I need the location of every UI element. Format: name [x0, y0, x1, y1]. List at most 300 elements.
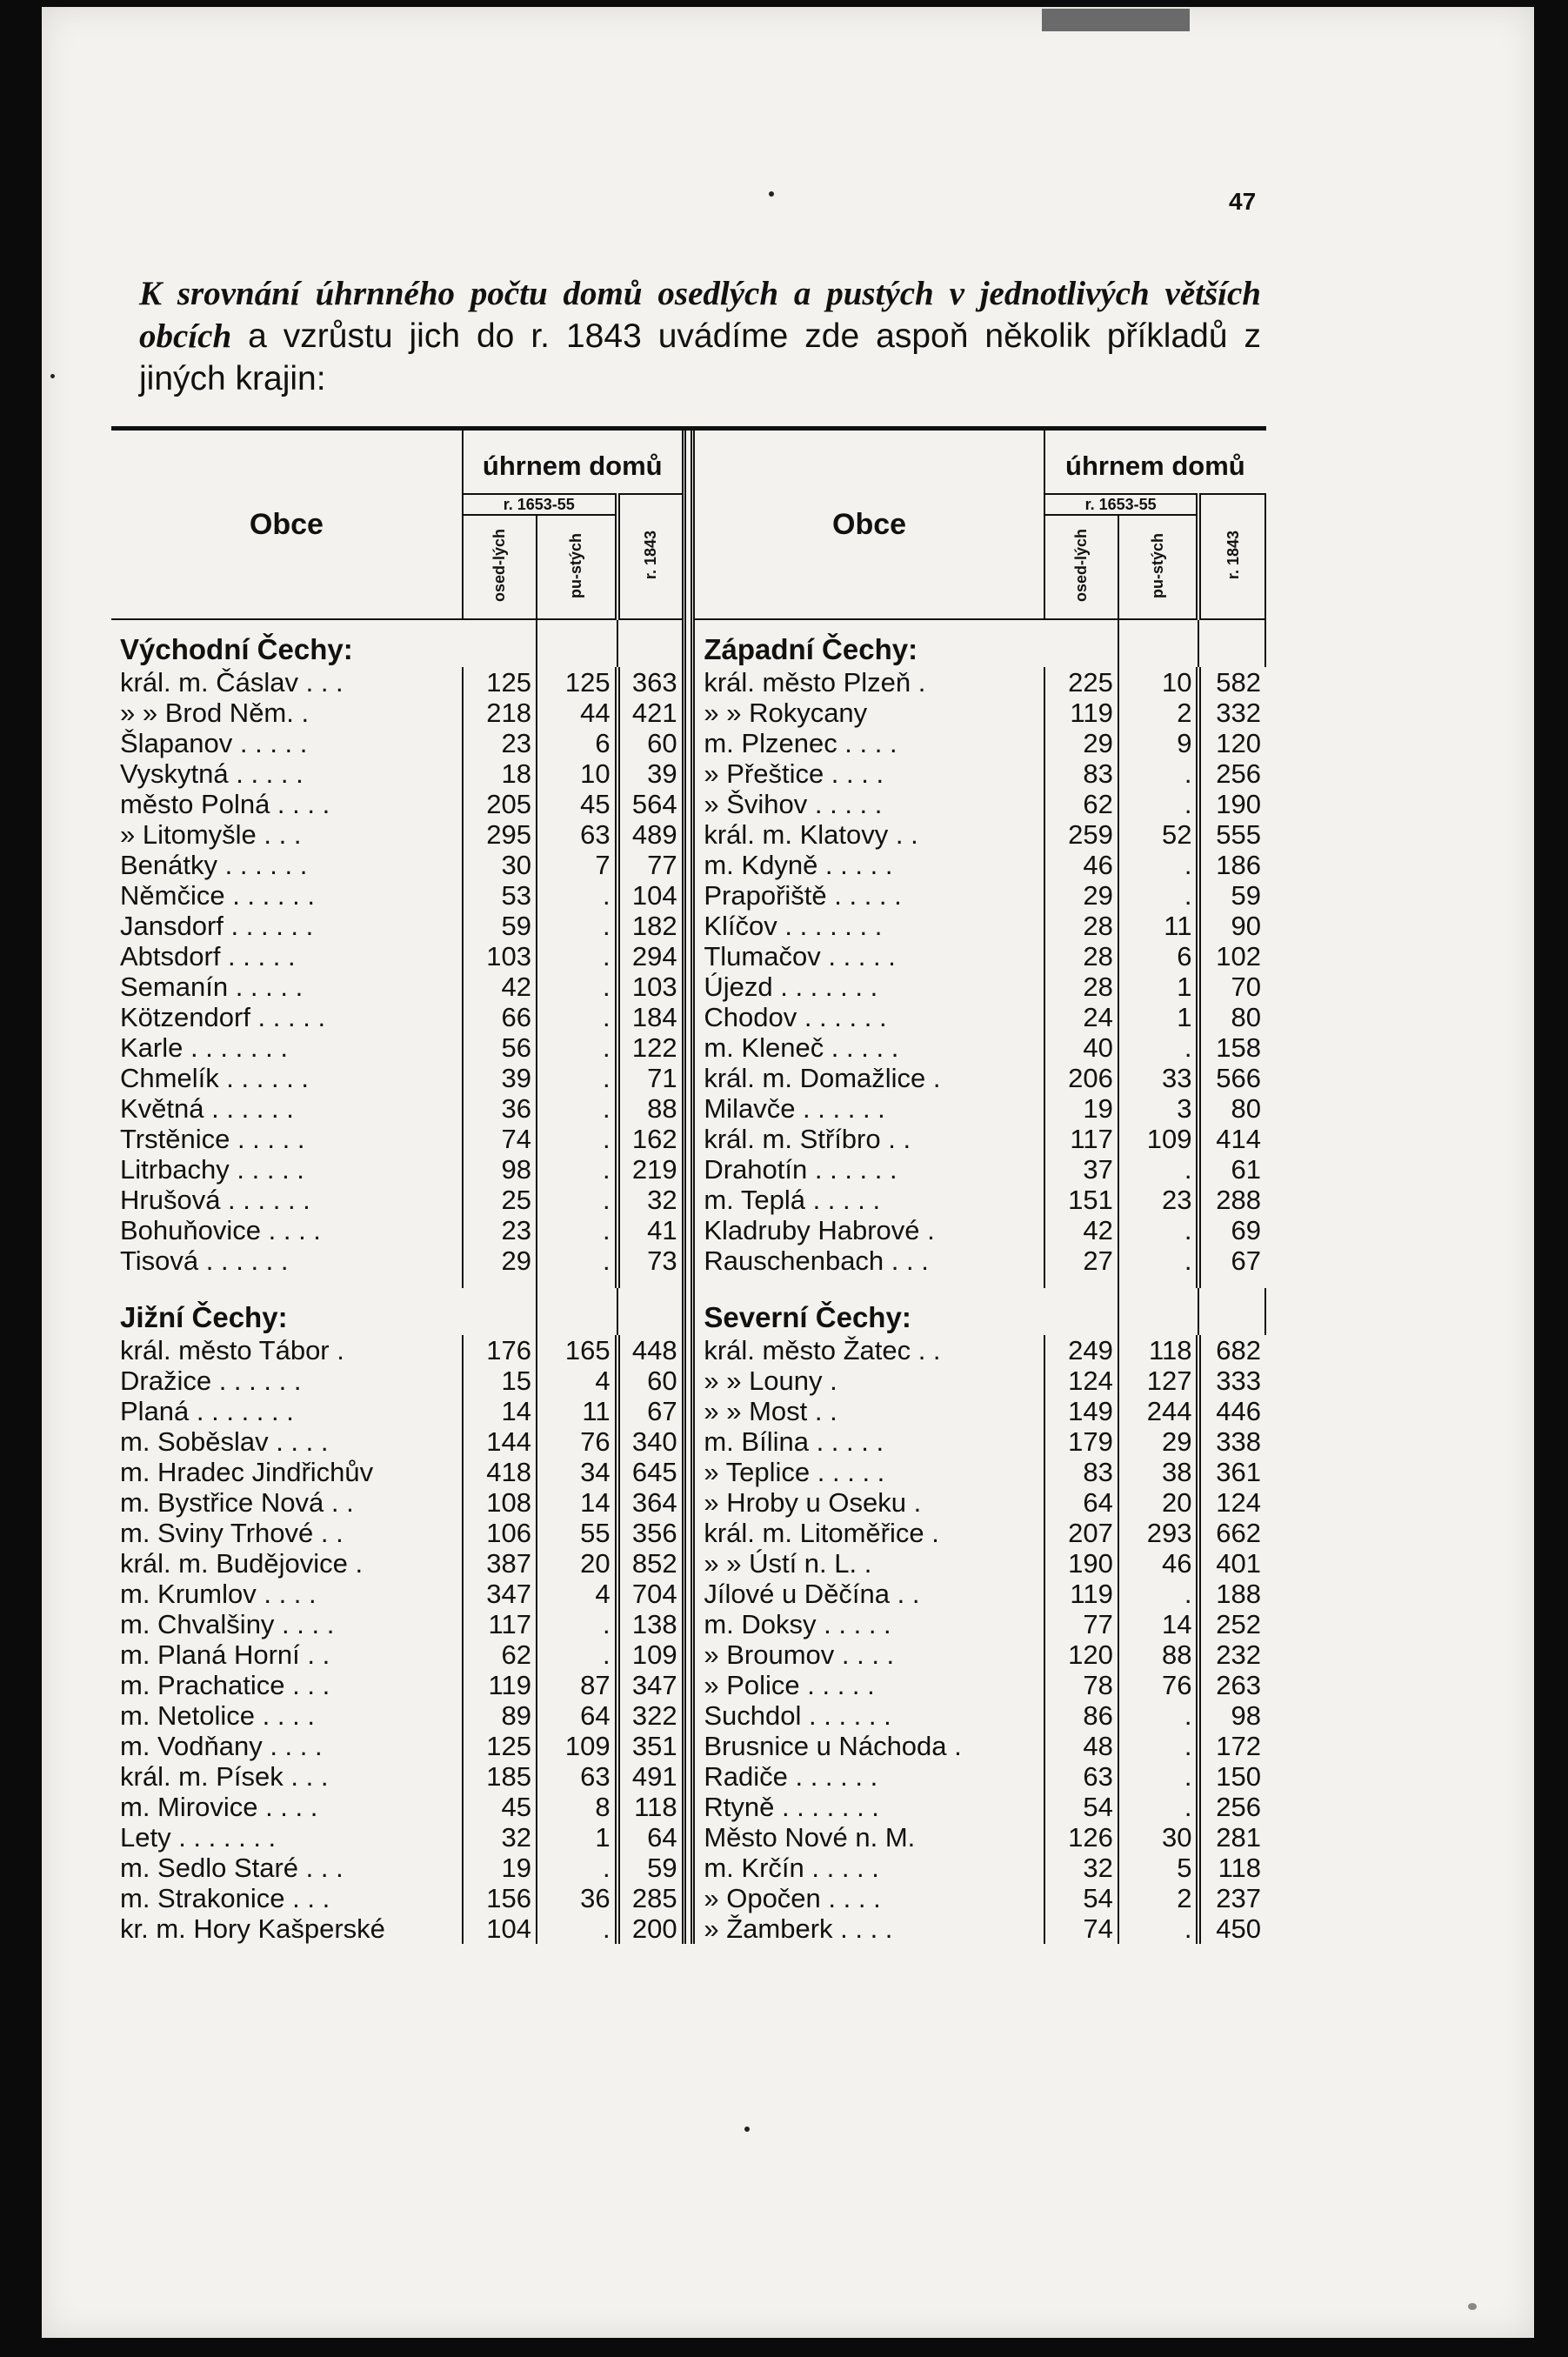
municipality-name: » Hroby u Oseku .	[693, 1487, 1044, 1518]
r1843-value: 186	[1198, 850, 1265, 880]
r1843-value: 237	[1198, 1883, 1265, 1913]
pustych-value: .	[537, 1032, 617, 1063]
table-row	[111, 1032, 1265, 1063]
osedlych-value: 19	[1044, 1093, 1118, 1124]
municipality-name: Suchdol . . . . . .	[693, 1700, 1044, 1731]
r1843-value: 662	[1198, 1518, 1265, 1548]
r1843-value: 491	[617, 1761, 684, 1792]
pustych-value: 10	[1118, 667, 1199, 698]
pustych-value: 11	[537, 1396, 617, 1426]
empty-cell	[463, 619, 537, 667]
r1843-value: 90	[1198, 911, 1265, 941]
table-row	[111, 880, 1265, 911]
municipality-name: » Přeštice . . . .	[693, 758, 1044, 789]
r1843-value: 564	[617, 789, 684, 819]
osedlych-value: 46	[1044, 850, 1118, 880]
column-header-r1843-right	[1198, 494, 1265, 619]
r1843-value: 184	[617, 1002, 684, 1032]
table-divider	[684, 1639, 693, 1670]
column-header-obce-right: Obce	[693, 431, 1044, 619]
scan-artifact	[1042, 9, 1190, 31]
r1843-value: 363	[617, 667, 684, 698]
r1843-value: 138	[617, 1609, 684, 1639]
table-row	[111, 789, 1265, 819]
municipality-name: m. Vodňany . . . .	[111, 1731, 463, 1761]
r1843-value: 80	[1198, 1002, 1265, 1032]
r1843-value: 332	[1198, 698, 1265, 728]
municipality-name: Drahotín . . . . . .	[693, 1154, 1044, 1185]
r1843-value: 263	[1198, 1670, 1265, 1700]
scan-speck	[744, 2127, 750, 2132]
municipality-name: Abtsdorf . . . . .	[111, 941, 463, 972]
pustych-value: 76	[537, 1426, 617, 1457]
municipality-name: » » Rokycany	[693, 698, 1044, 728]
osedlych-value: 117	[1044, 1124, 1118, 1154]
table-divider	[684, 1548, 693, 1579]
empty-cell	[1198, 619, 1265, 667]
pustych-value: 244	[1118, 1396, 1199, 1426]
r1843-value: 77	[617, 850, 684, 880]
osedlych-value: 120	[1044, 1639, 1118, 1670]
empty-cell	[537, 1288, 617, 1335]
section-heading: Východní Čechy:	[120, 632, 353, 665]
pustych-value: .	[537, 1185, 617, 1215]
osedlych-value: 36	[463, 1093, 537, 1124]
osedlych-value: 15	[463, 1365, 537, 1396]
table-divider	[684, 1063, 693, 1093]
gap-cell	[111, 1276, 463, 1288]
table-divider	[684, 911, 693, 941]
table-row	[111, 1154, 1265, 1185]
table-row	[111, 1853, 1265, 1883]
r1843-value: 555	[1198, 819, 1265, 850]
section-heading: Jižní Čechy:	[120, 1300, 288, 1333]
municipality-name: král. m. Čáslav . . .	[111, 667, 463, 698]
municipality-name: » » Most . .	[693, 1396, 1044, 1426]
pustych-value: 63	[537, 819, 617, 850]
empty-cell	[463, 1288, 537, 1335]
pustych-value: .	[537, 972, 617, 1002]
pustych-value: .	[537, 941, 617, 972]
osedlych-value: 59	[463, 911, 537, 941]
osedlych-value: 42	[1044, 1215, 1118, 1245]
osedlych-value: 119	[1044, 1579, 1118, 1609]
table-divider	[684, 1457, 693, 1487]
r1843-value: 118	[617, 1792, 684, 1822]
column-header-obce-left: Obce	[111, 431, 463, 619]
section-row	[111, 1288, 1265, 1335]
r1843-value: 401	[1198, 1548, 1265, 1579]
osedlych-value: 83	[1044, 758, 1118, 789]
municipality-name: Lety . . . . . . .	[111, 1822, 463, 1853]
section-heading: Severní Čechy:	[704, 1300, 911, 1333]
municipality-name: m. Sviny Trhové . .	[111, 1518, 463, 1548]
pustych-value: 44	[537, 698, 617, 728]
pustych-value: .	[1118, 1154, 1199, 1185]
empty-cell	[1044, 619, 1118, 667]
table-divider	[684, 619, 693, 667]
r1843-value: 67	[617, 1396, 684, 1426]
r1843-value: 98	[1198, 1700, 1265, 1731]
table-row	[111, 1700, 1265, 1731]
table-divider	[684, 1426, 693, 1457]
r1843-value: 190	[1198, 789, 1265, 819]
table-divider	[684, 1124, 693, 1154]
r1843-value: 103	[617, 972, 684, 1002]
houses-table	[111, 426, 1266, 1944]
column-header-osedlych-right	[1044, 515, 1118, 619]
r1843-value: 566	[1198, 1063, 1265, 1093]
pustych-value: .	[1118, 1579, 1199, 1609]
table-row	[111, 1002, 1265, 1032]
osedlych-value: 104	[463, 1913, 537, 1944]
pustych-value: .	[537, 1154, 617, 1185]
pustych-value: .	[537, 1639, 617, 1670]
municipality-name: m. Bystřice Nová . .	[111, 1487, 463, 1518]
municipality-name: Benátky . . . . . .	[111, 850, 463, 880]
table-body	[111, 619, 1265, 1944]
pustych-value: 30	[1118, 1822, 1199, 1853]
r1843-value: 104	[617, 880, 684, 911]
table-divider	[684, 1731, 693, 1761]
column-header-uhrnem-right: úhrnem domů	[1044, 431, 1265, 494]
table-divider	[684, 1185, 693, 1215]
osedlych-value: 28	[1044, 941, 1118, 972]
osedlych-value: 98	[463, 1154, 537, 1185]
pustych-value: .	[1118, 1245, 1199, 1276]
r1843-value: 67	[1198, 1245, 1265, 1276]
pustych-value: .	[537, 1002, 617, 1032]
municipality-name: m. Kdyně . . . . .	[693, 850, 1044, 880]
osedlych-value: 40	[1044, 1032, 1118, 1063]
pustych-value: .	[537, 1609, 617, 1639]
municipality-name: » » Ústí n. L. .	[693, 1548, 1044, 1579]
municipality-name: Brusnice u Náchoda .	[693, 1731, 1044, 1761]
r1843-value: 80	[1198, 1093, 1265, 1124]
gap-cell	[617, 1276, 684, 1288]
osedlych-value: 347	[463, 1579, 537, 1609]
empty-cell	[1044, 1288, 1118, 1335]
pustych-value: .	[1118, 758, 1199, 789]
pustych-value: 2	[1118, 698, 1199, 728]
r1843-value: 158	[1198, 1032, 1265, 1063]
osedlych-value: 62	[463, 1639, 537, 1670]
osedlych-value: 83	[1044, 1457, 1118, 1487]
osedlych-value: 206	[1044, 1063, 1118, 1093]
osedlych-value: 78	[1044, 1670, 1118, 1700]
pustych-value: 87	[537, 1670, 617, 1700]
municipality-name: město Polná . . . .	[111, 789, 463, 819]
r1843-value: 322	[617, 1700, 684, 1731]
municipality-name: král. město Plzeň .	[693, 667, 1044, 698]
osedlych-value: 218	[463, 698, 537, 728]
municipality-name: Kötzendorf . . . . .	[111, 1002, 463, 1032]
table-row	[111, 1124, 1265, 1154]
municipality-name: » Žamberk . . . .	[693, 1913, 1044, 1944]
table-row	[111, 819, 1265, 850]
r1843-value: 582	[1198, 667, 1265, 698]
pustych-value: 88	[1118, 1639, 1199, 1670]
osedlych-value: 63	[1044, 1761, 1118, 1792]
osedlych-value: 37	[1044, 1154, 1118, 1185]
table-divider	[684, 1700, 693, 1731]
r1843-value: 162	[617, 1124, 684, 1154]
r1843-value: 347	[617, 1670, 684, 1700]
municipality-name: Šlapanov . . . . .	[111, 728, 463, 758]
table-row	[111, 941, 1265, 972]
gap-cell	[463, 1276, 537, 1288]
r1843-value: 120	[1198, 728, 1265, 758]
municipality-name: m. Planá Horní . .	[111, 1639, 463, 1670]
osedlych-value: 185	[463, 1761, 537, 1792]
r1843-value: 172	[1198, 1731, 1265, 1761]
r1843-value: 88	[617, 1093, 684, 1124]
municipality-name: m. Sedlo Staré . . .	[111, 1853, 463, 1883]
osedlych-value: 29	[463, 1245, 537, 1276]
pustych-value: 118	[1118, 1335, 1199, 1365]
table-divider	[684, 1093, 693, 1124]
intro-text: a vzrůstu jich do r. 1843 uvádíme zde aspoň několik příkladů z jiných krajin:	[139, 317, 1261, 397]
pustych-value: 3	[1118, 1093, 1199, 1124]
pustych-value: .	[1118, 1215, 1199, 1245]
r1843-value: 340	[617, 1426, 684, 1457]
pustych-value: 6	[537, 728, 617, 758]
osedlych-value: 23	[463, 1215, 537, 1245]
municipality-name: Trstěnice . . . . .	[111, 1124, 463, 1154]
table-divider	[684, 667, 693, 698]
osedlych-value: 32	[463, 1822, 537, 1853]
osedlych-value: 249	[1044, 1335, 1118, 1365]
pustych-value: .	[537, 1245, 617, 1276]
osedlych-value: 259	[1044, 819, 1118, 850]
table-divider	[684, 1913, 693, 1944]
pustych-value: .	[1118, 850, 1199, 880]
table-divider	[684, 850, 693, 880]
empty-cell	[617, 1288, 684, 1335]
pustych-value: 29	[1118, 1426, 1199, 1457]
osedlych-value: 149	[1044, 1396, 1118, 1426]
empty-cell	[537, 619, 617, 667]
osedlych-value: 103	[463, 941, 537, 972]
r1843-value: 41	[617, 1215, 684, 1245]
pustych-value: 6	[1118, 941, 1199, 972]
r1843-value: 39	[617, 758, 684, 789]
osedlych-value: 27	[1044, 1245, 1118, 1276]
table-row	[111, 1335, 1265, 1365]
municipality-name: Vyskytná . . . . .	[111, 758, 463, 789]
gap-cell	[1044, 1276, 1118, 1288]
osedlych-value: 56	[463, 1032, 537, 1063]
municipality-name: Jansdorf . . . . . .	[111, 911, 463, 941]
table-row	[111, 667, 1265, 698]
r1843-value: 59	[1198, 880, 1265, 911]
pustych-value: .	[1118, 1731, 1199, 1761]
pustych-value: 125	[537, 667, 617, 698]
pustych-value: 14	[1118, 1609, 1199, 1639]
municipality-name: Litrbachy . . . . .	[111, 1154, 463, 1185]
osedlych-value: 176	[463, 1335, 537, 1365]
r1843-value: 450	[1198, 1913, 1265, 1944]
table-divider	[684, 880, 693, 911]
pustych-value: .	[537, 1124, 617, 1154]
osedlych-value: 54	[1044, 1883, 1118, 1913]
pustych-value: 36	[537, 1883, 617, 1913]
table-divider	[684, 1518, 693, 1548]
r1843-value: 71	[617, 1063, 684, 1093]
osedlych-value: 126	[1044, 1822, 1118, 1853]
pustych-value: 55	[537, 1518, 617, 1548]
pustych-value: .	[1118, 1913, 1199, 1944]
municipality-name: m. Soběslav . . . .	[111, 1426, 463, 1457]
pustych-value: 4	[537, 1579, 617, 1609]
r1843-value: 448	[617, 1335, 684, 1365]
pustych-value: .	[1118, 1032, 1199, 1063]
r1843-value: 109	[617, 1639, 684, 1670]
r1843-value: 281	[1198, 1822, 1265, 1853]
municipality-name: Tisová . . . . . .	[111, 1245, 463, 1276]
r1843-value: 288	[1198, 1185, 1265, 1215]
osedlych-label: osed-lých	[490, 529, 509, 603]
table-divider	[684, 1579, 693, 1609]
pustych-label: pu-stých	[1149, 532, 1167, 598]
r1843-value: 102	[1198, 941, 1265, 972]
r1843-value: 61	[1198, 1154, 1265, 1185]
municipality-name: m. Teplá . . . . .	[693, 1185, 1044, 1215]
pustych-value: 293	[1118, 1518, 1199, 1548]
municipality-name: » Broumov . . . .	[693, 1639, 1044, 1670]
pustych-value: 10	[537, 758, 617, 789]
osedlych-value: 106	[463, 1518, 537, 1548]
pustych-value: 20	[1118, 1487, 1199, 1518]
table-divider	[684, 1883, 693, 1913]
table-divider	[684, 1609, 693, 1639]
table-row	[111, 1792, 1265, 1822]
r1843-value: 285	[617, 1883, 684, 1913]
municipality-name: » Litomyšle . . .	[111, 819, 463, 850]
municipality-name: » Police . . . . .	[693, 1670, 1044, 1700]
r1843-value: 150	[1198, 1761, 1265, 1792]
table-row	[111, 850, 1265, 880]
table-divider	[684, 1365, 693, 1396]
table-row	[111, 728, 1265, 758]
table-divider	[684, 698, 693, 728]
pustych-value: 52	[1118, 819, 1199, 850]
pustych-value: 7	[537, 850, 617, 880]
osedlych-value: 19	[463, 1853, 537, 1883]
table-row	[111, 1639, 1265, 1670]
table-row	[111, 698, 1265, 728]
municipality-name: » » Louny .	[693, 1365, 1044, 1396]
empty-cell	[1118, 1288, 1199, 1335]
osedlych-value: 125	[463, 1731, 537, 1761]
pustych-value: 34	[537, 1457, 617, 1487]
osedlych-value: 18	[463, 758, 537, 789]
pustych-value: .	[1118, 880, 1199, 911]
table-row	[111, 1822, 1265, 1853]
r1843-value: 60	[617, 1365, 684, 1396]
r1843-value: 446	[1198, 1396, 1265, 1426]
gap-cell	[1118, 1276, 1199, 1288]
municipality-name: m. Strakonice . . .	[111, 1883, 463, 1913]
r1843-value: 124	[1198, 1487, 1265, 1518]
osedlych-value: 29	[1044, 880, 1118, 911]
section-heading: Západní Čechy:	[704, 632, 918, 665]
municipality-name: Karle . . . . . . .	[111, 1032, 463, 1063]
table-divider	[684, 1288, 693, 1335]
osedlych-value: 117	[463, 1609, 537, 1639]
osedlych-value: 225	[1044, 667, 1118, 698]
municipality-name: král. město Žatec . .	[693, 1335, 1044, 1365]
book-page	[42, 7, 1534, 2338]
pustych-value: 127	[1118, 1365, 1199, 1396]
section-gap	[111, 1276, 1265, 1288]
pustych-value: 5	[1118, 1853, 1199, 1883]
pustych-value: 63	[537, 1761, 617, 1792]
pustych-value: 14	[537, 1487, 617, 1518]
osedlych-value: 205	[463, 789, 537, 819]
pustych-value: 76	[1118, 1670, 1199, 1700]
r1843-value: 338	[1198, 1426, 1265, 1457]
municipality-name: Němčice . . . . . .	[111, 880, 463, 911]
table-row	[111, 1913, 1265, 1944]
municipality-name: Tlumačov . . . . .	[693, 941, 1044, 972]
intro-paragraph	[139, 272, 1261, 400]
r1843-value: 69	[1198, 1215, 1265, 1245]
municipality-name: m. Prachatice . . .	[111, 1670, 463, 1700]
municipality-name: Dražice . . . . . .	[111, 1365, 463, 1396]
table-row	[111, 1245, 1265, 1276]
empty-cell	[1198, 1288, 1265, 1335]
pustych-value: 1	[1118, 972, 1199, 1002]
municipality-name: Semanín . . . . .	[111, 972, 463, 1002]
table-row	[111, 1426, 1265, 1457]
municipality-name: m. Chvalšiny . . . .	[111, 1609, 463, 1639]
pustych-value: 8	[537, 1792, 617, 1822]
municipality-name: Jílové u Děčína . .	[693, 1579, 1044, 1609]
table-row	[111, 1579, 1265, 1609]
municipality-name: m. Krčín . . . . .	[693, 1853, 1044, 1883]
osedlych-value: 207	[1044, 1518, 1118, 1548]
municipality-name: král. m. Litoměřice .	[693, 1518, 1044, 1548]
pustych-value: 45	[537, 789, 617, 819]
r1843-value: 59	[617, 1853, 684, 1883]
table-divider	[684, 758, 693, 789]
municipality-name: Bohuňovice . . . .	[111, 1215, 463, 1245]
table-row	[111, 1761, 1265, 1792]
r1843-value: 118	[1198, 1853, 1265, 1883]
osedlych-value: 45	[463, 1792, 537, 1822]
osedlych-value: 151	[1044, 1185, 1118, 1215]
table-row	[111, 972, 1265, 1002]
table-divider	[684, 1761, 693, 1792]
osedlych-value: 89	[463, 1700, 537, 1731]
municipality-name: m. Hradec Jindřichův	[111, 1457, 463, 1487]
pustych-label: pu-stých	[567, 532, 585, 598]
table-divider	[684, 1245, 693, 1276]
pustych-value: .	[1118, 1761, 1199, 1792]
r1843-value: 333	[1198, 1365, 1265, 1396]
table-row	[111, 1487, 1265, 1518]
osedlych-value: 86	[1044, 1700, 1118, 1731]
municipality-name: král. m. Budějovice .	[111, 1548, 463, 1579]
osedlych-value: 74	[463, 1124, 537, 1154]
r1843-value: 704	[617, 1579, 684, 1609]
table-divider	[684, 1335, 693, 1365]
r1843-value: 421	[617, 698, 684, 728]
osedlych-value: 125	[463, 667, 537, 698]
r1843-value: 122	[617, 1032, 684, 1063]
table-row	[111, 758, 1265, 789]
